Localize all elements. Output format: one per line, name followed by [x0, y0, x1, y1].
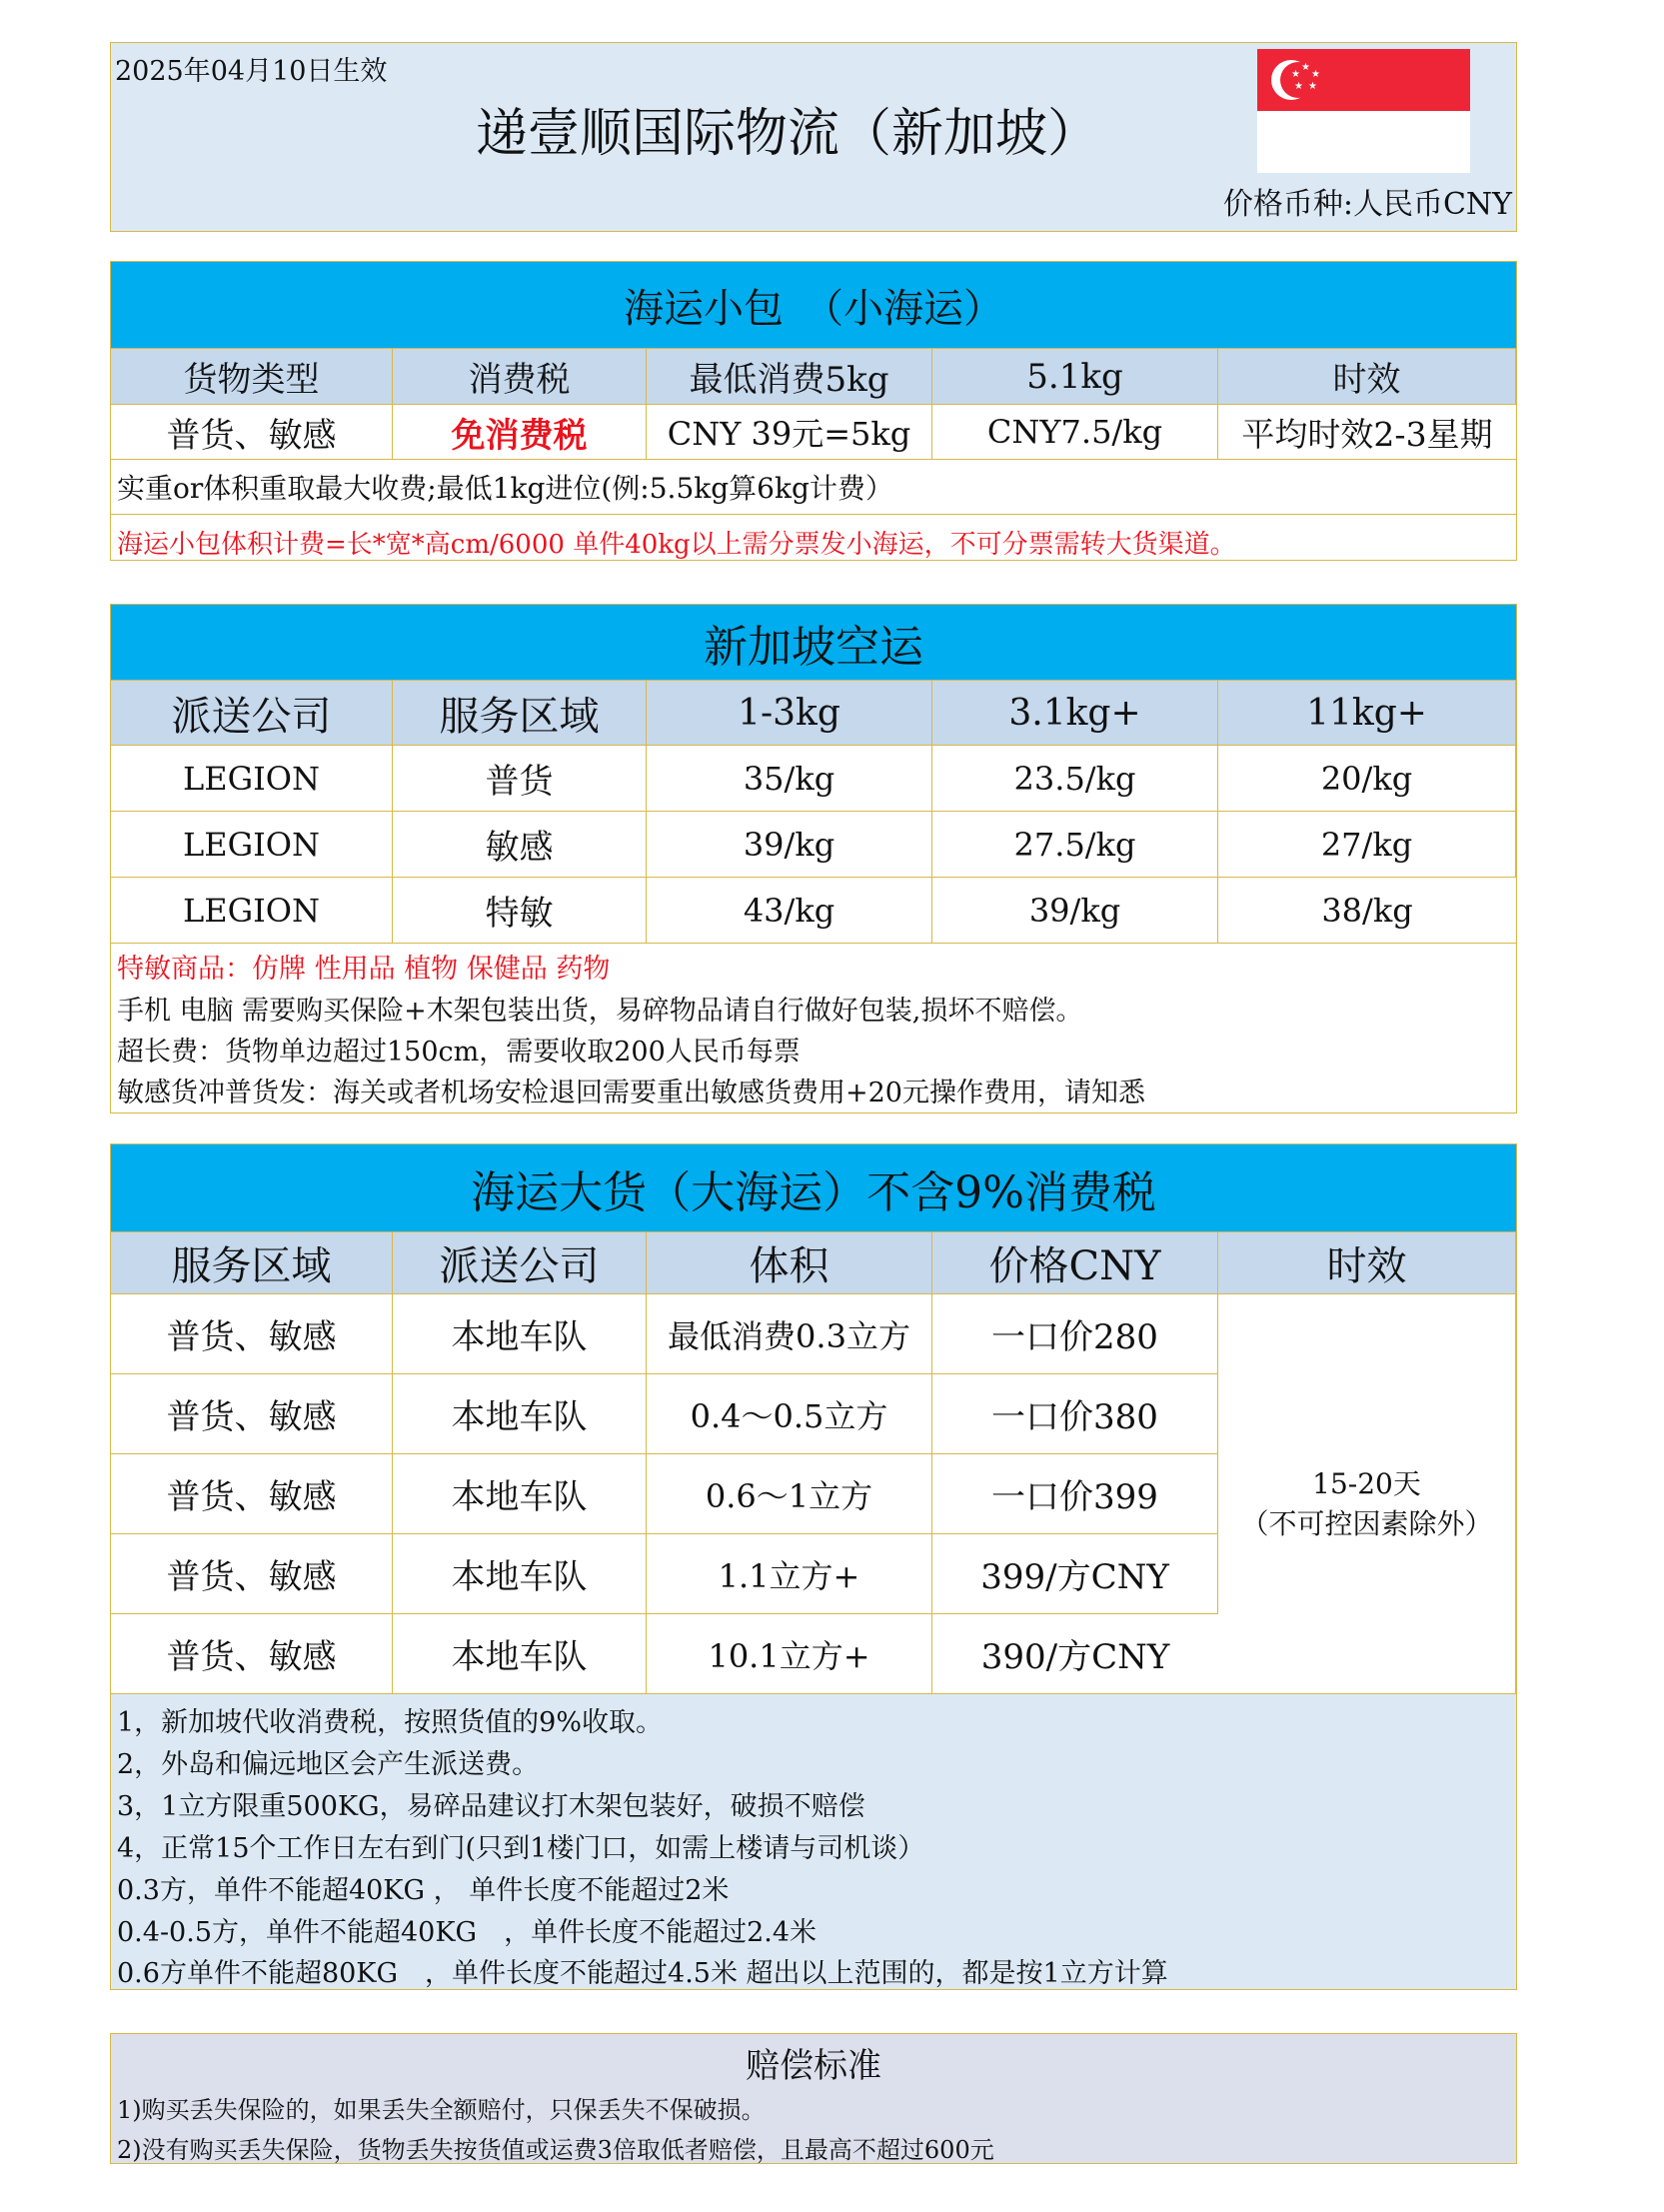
air-cell: 38/kg	[1218, 878, 1516, 944]
air-table	[111, 681, 1516, 944]
big-sea-header-cell: 服务区域	[111, 1232, 393, 1294]
big-sea-time-days: 15-20天	[1312, 1466, 1421, 1500]
small-sea-header-cell: 货物类型	[111, 349, 393, 405]
air-cell: 特敏	[393, 878, 647, 944]
air-cell: 43/kg	[647, 878, 932, 944]
small-sea-cell: 平均时效2-3星期	[1218, 405, 1516, 460]
svg-text:★: ★	[1311, 69, 1320, 80]
big-sea-cell: 本地车队	[393, 1454, 647, 1534]
air-header-cell: 服务区域	[393, 681, 647, 746]
small-sea-header-cell: 5.1kg	[932, 349, 1218, 405]
air-note-electronics: 手机 电脑 需要购买保险+木架包装出货，易碎物品请自行做好包装,损坏不赔偿。	[117, 996, 1083, 1027]
air-cell: 35/kg	[647, 746, 932, 812]
compensation-item: 2)没有购买丢失保险，货物丢失按货值或运费3倍取低者赔偿，且最高不超过600元	[117, 2136, 994, 2164]
big-sea-note: 4，正常15个工作日左右到门(只到1楼门口，如需上楼请与司机谈）	[117, 1833, 925, 1864]
effective-date: 2025年04月10日生效	[115, 56, 388, 87]
air-cell: LEGION	[111, 878, 393, 944]
big-sea-cell: 一口价380	[932, 1374, 1218, 1454]
small-sea-cell: 普货、敏感	[111, 405, 393, 460]
compensation-item: 1)购买丢失保险的，如果丢失全额赔付，只保丢失不保破损。	[117, 2096, 766, 2124]
small-sea-table	[111, 349, 1516, 460]
small-sea-header-cell: 消费税	[393, 349, 647, 405]
big-sea-note: 0.6方单件不能超80KG ，单件长度不能超过4.5米 超出以上范围的，都是按1立方计算	[117, 1958, 1168, 1989]
big-sea-cell: 普货、敏感	[111, 1534, 393, 1614]
compensation-section	[110, 2033, 1517, 2164]
big-sea-cell: 10.1立方+	[647, 1614, 932, 1694]
air-header-cell: 派送公司	[111, 681, 393, 746]
big-sea-header-cell: 时效	[1218, 1232, 1516, 1294]
small-sea-cell: CNY 39元=5kg	[647, 405, 932, 460]
big-sea-cell: 本地车队	[393, 1534, 647, 1614]
big-sea-cell: 本地车队	[393, 1614, 647, 1694]
big-sea-header-cell: 派送公司	[393, 1232, 647, 1294]
big-sea-section	[110, 1143, 1517, 1990]
big-sea-cell: 普货、敏感	[111, 1454, 393, 1534]
big-sea-note: 3，1立方限重500KG，易碎品建议打木架包装好，破损不赔偿	[117, 1791, 865, 1822]
page-title: 递壹顺国际物流（新加坡）	[476, 104, 1100, 164]
air-header-cell: 3.1kg+	[932, 681, 1218, 746]
small-sea-note-row	[111, 460, 1516, 515]
big-sea-cell: 普货、敏感	[111, 1614, 393, 1694]
big-sea-cell: 普货、敏感	[111, 1294, 393, 1374]
air-header-cell: 1-3kg	[647, 681, 932, 746]
big-sea-cell: 390/方CNY	[932, 1614, 1218, 1694]
header-section	[110, 42, 1517, 232]
air-cell: LEGION	[111, 812, 393, 878]
big-sea-table	[111, 1232, 1516, 1694]
big-sea-note: 2，外岛和偏远地区会产生派送费。	[117, 1749, 540, 1780]
svg-text:★: ★	[1291, 69, 1300, 80]
big-sea-cell: 一口价280	[932, 1294, 1218, 1374]
air-cell: 39/kg	[932, 878, 1218, 944]
big-sea-notes	[111, 1694, 1516, 1989]
small-sea-cell: CNY7.5/kg	[932, 405, 1218, 460]
air-note-misdeclared: 敏感货冲普货发：海关或者机场安检退回需要重出敏感货费用+20元操作费用，请知悉	[117, 1078, 1145, 1108]
flag-white-band	[1257, 111, 1470, 173]
small-sea-header-cell: 最低消费5kg	[647, 349, 932, 405]
big-sea-cell: 一口价399	[932, 1454, 1218, 1534]
big-sea-note: 1，新加坡代收消费税，按照货值的9%收取。	[117, 1707, 664, 1738]
svg-text:★: ★	[1294, 81, 1303, 92]
air-cell: 27/kg	[1218, 812, 1516, 878]
singapore-flag	[1257, 49, 1470, 173]
air-cell: 39/kg	[647, 812, 932, 878]
air-cell: 普货	[393, 746, 647, 812]
air-cell: LEGION	[111, 746, 393, 812]
big-sea-time-cell	[1218, 1294, 1516, 1694]
small-sea-note: 实重or体积重取最大收费;最低1kg进位(例:5.5kg算6kg计费）	[117, 472, 893, 505]
big-sea-header-cell: 体积	[647, 1232, 932, 1294]
air-cell: 敏感	[393, 812, 647, 878]
svg-text:★: ★	[1308, 81, 1317, 92]
tax-free-cell: 免消费税	[393, 405, 647, 460]
big-sea-cell: 普货、敏感	[111, 1374, 393, 1454]
small-sea-title: 海运小包 （小海运）	[111, 262, 1516, 349]
big-sea-note: 0.4-0.5方，单件不能超40KG ，单件长度不能超过2.4米	[117, 1917, 818, 1948]
big-sea-title: 海运大货（大海运）不含9%消费税	[111, 1144, 1516, 1232]
big-sea-cell: 0.4～0.5立方	[647, 1374, 932, 1454]
big-sea-cell: 1.1立方+	[647, 1534, 932, 1614]
air-note-overlength: 超长费：货物单边超过150cm，需要收取200人民币每票	[117, 1037, 801, 1068]
big-sea-time-note: （不可控因素除外）	[1240, 1506, 1493, 1540]
air-section	[110, 604, 1517, 1113]
big-sea-cell: 本地车队	[393, 1374, 647, 1454]
svg-text:★: ★	[1301, 62, 1310, 73]
air-cell: 23.5/kg	[932, 746, 1218, 812]
big-sea-note: 0.3方，单件不能超40KG ， 单件长度不能超过2米	[117, 1875, 730, 1906]
air-note-sensitive-goods: 特敏商品：仿牌 性用品 植物 保健品 药物	[117, 954, 611, 985]
big-sea-header-cell: 价格CNY	[932, 1232, 1218, 1294]
air-header-cell: 11kg+	[1218, 681, 1516, 746]
small-sea-header-cell: 时效	[1218, 349, 1516, 405]
air-cell: 20/kg	[1218, 746, 1516, 812]
air-cell: 27.5/kg	[932, 812, 1218, 878]
air-title: 新加坡空运	[111, 605, 1516, 681]
small-sea-section	[110, 261, 1517, 561]
big-sea-cell: 最低消费0.3立方	[647, 1294, 932, 1374]
big-sea-cell: 0.6～1立方	[647, 1454, 932, 1534]
compensation-title: 赔偿标准	[746, 2046, 881, 2086]
big-sea-cell: 399/方CNY	[932, 1534, 1218, 1614]
currency-label: 价格币种:人民币CNY	[1222, 187, 1512, 222]
small-sea-volume-note: 海运小包体积计费=长*宽*高cm/6000 单件40kg以上需分票发小海运，不可分票需转大货渠道。	[117, 530, 1236, 560]
big-sea-cell: 本地车队	[393, 1294, 647, 1374]
